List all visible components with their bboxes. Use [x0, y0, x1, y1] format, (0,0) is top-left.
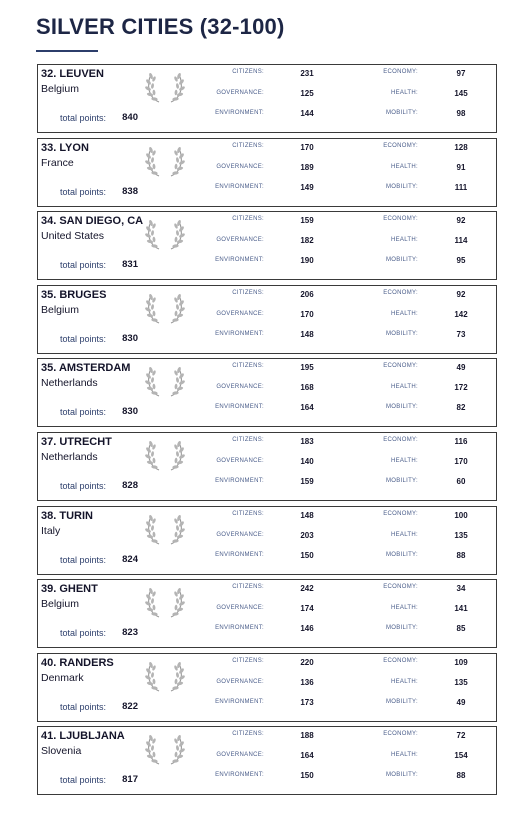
citizens-label: CITIZENS:	[232, 363, 264, 369]
city-name: 38. TURIN	[41, 510, 93, 522]
city-card	[37, 726, 497, 795]
total-points-value: 817	[122, 774, 138, 785]
environment-value: 149	[300, 183, 314, 192]
citizens-label: CITIZENS:	[232, 216, 264, 222]
total-points-value: 840	[122, 112, 138, 123]
environment-label: ENVIRONMENT:	[215, 478, 264, 484]
total-points-value: 830	[122, 333, 138, 344]
health-value: 172	[454, 383, 468, 392]
city-card	[37, 653, 497, 722]
total-points-value: 830	[122, 406, 138, 417]
citizens-value: 188	[300, 731, 314, 740]
economy-value: 109	[454, 658, 468, 667]
economy-value: 116	[454, 437, 468, 446]
city-card	[37, 358, 497, 427]
mobility-label: MOBILITY:	[385, 110, 418, 116]
mobility-label: MOBILITY:	[385, 184, 418, 190]
citizens-value: 148	[300, 511, 314, 520]
economy-label: ECONOMY:	[383, 290, 418, 296]
total-points-label: total points:	[60, 407, 107, 417]
governance-label: GOVERNANCE:	[216, 384, 264, 390]
total-points-value: 824	[122, 554, 138, 565]
total-points-value: 828	[122, 480, 138, 491]
city-country: Belgium	[41, 83, 79, 95]
environment-value: 146	[300, 624, 314, 633]
citizens-value: 206	[300, 290, 314, 299]
governance-value: 136	[300, 678, 314, 687]
environment-value: 190	[300, 256, 314, 265]
citizens-value: 183	[300, 437, 314, 446]
environment-label: ENVIRONMENT:	[215, 552, 264, 558]
environment-label: ENVIRONMENT:	[215, 772, 264, 778]
city-country: Belgium	[41, 598, 79, 610]
governance-value: 189	[300, 163, 314, 172]
health-label: HEALTH:	[391, 90, 418, 96]
environment-value: 159	[300, 477, 314, 486]
citizens-value: 159	[300, 216, 314, 225]
citizens-label: CITIZENS:	[232, 658, 264, 664]
economy-label: ECONOMY:	[383, 584, 418, 590]
total-points-label: total points:	[60, 555, 107, 565]
mobility-label: MOBILITY:	[385, 404, 418, 410]
citizens-label: CITIZENS:	[232, 143, 264, 149]
health-label: HEALTH:	[391, 605, 418, 611]
economy-value: 128	[454, 143, 468, 152]
health-label: HEALTH:	[391, 752, 418, 758]
environment-label: ENVIRONMENT:	[215, 404, 264, 410]
city-country: United States	[41, 230, 105, 242]
health-label: HEALTH:	[391, 679, 418, 685]
citizens-label: CITIZENS:	[232, 584, 264, 590]
health-value: 91	[456, 163, 466, 172]
mobility-label: MOBILITY:	[385, 625, 418, 631]
total-points-value: 823	[122, 627, 138, 638]
health-value: 154	[454, 751, 468, 760]
citizens-value: 220	[300, 658, 314, 667]
environment-label: ENVIRONMENT:	[215, 257, 264, 263]
economy-value: 92	[456, 290, 466, 299]
page-title: SILVER CITIES (32-100)	[36, 14, 285, 39]
economy-label: ECONOMY:	[383, 511, 418, 517]
mobility-label: MOBILITY:	[385, 699, 418, 705]
governance-value: 182	[300, 236, 314, 245]
city-name: 40. RANDERS	[41, 657, 114, 669]
citizens-label: CITIZENS:	[232, 731, 264, 737]
mobility-value: 98	[456, 109, 466, 118]
environment-label: ENVIRONMENT:	[215, 184, 264, 190]
city-country: France	[41, 157, 74, 169]
health-label: HEALTH:	[391, 384, 418, 390]
city-card	[37, 138, 497, 207]
mobility-value: 49	[456, 698, 466, 707]
total-points-label: total points:	[60, 702, 107, 712]
mobility-value: 60	[456, 477, 466, 486]
health-label: HEALTH:	[391, 237, 418, 243]
governance-value: 174	[300, 604, 314, 613]
economy-label: ECONOMY:	[383, 143, 418, 149]
city-name: 35. AMSTERDAM	[41, 362, 131, 374]
governance-label: GOVERNANCE:	[216, 532, 264, 538]
title-underline	[36, 50, 98, 52]
health-value: 141	[454, 604, 468, 613]
city-card	[37, 579, 497, 648]
governance-label: GOVERNANCE:	[216, 605, 264, 611]
health-value: 142	[454, 310, 468, 319]
citizens-label: CITIZENS:	[232, 290, 264, 296]
mobility-label: MOBILITY:	[385, 772, 418, 778]
mobility-value: 85	[456, 624, 466, 633]
mobility-label: MOBILITY:	[385, 478, 418, 484]
mobility-value: 88	[456, 551, 466, 560]
total-points-value: 822	[122, 701, 138, 712]
health-value: 170	[454, 457, 468, 466]
environment-value: 148	[300, 330, 314, 339]
city-card	[37, 506, 497, 575]
governance-label: GOVERNANCE:	[216, 164, 264, 170]
city-name: 34. SAN DIEGO, CA	[41, 215, 144, 227]
economy-value: 97	[456, 69, 466, 78]
mobility-value: 73	[456, 330, 466, 339]
citizens-value: 170	[300, 143, 314, 152]
governance-label: GOVERNANCE:	[216, 752, 264, 758]
city-name: 32. LEUVEN	[41, 68, 104, 80]
citizens-value: 242	[300, 584, 314, 593]
total-points-label: total points:	[60, 187, 107, 197]
city-country: Belgium	[41, 304, 79, 316]
citizens-value: 195	[300, 363, 314, 372]
economy-value: 34	[456, 584, 466, 593]
mobility-label: MOBILITY:	[385, 257, 418, 263]
economy-value: 49	[456, 363, 466, 372]
governance-value: 170	[300, 310, 314, 319]
health-value: 145	[454, 89, 468, 98]
health-label: HEALTH:	[391, 532, 418, 538]
citizens-value: 231	[300, 69, 314, 78]
health-value: 114	[454, 236, 468, 245]
economy-label: ECONOMY:	[383, 363, 418, 369]
economy-label: ECONOMY:	[383, 658, 418, 664]
health-value: 135	[454, 531, 468, 540]
city-country: Denmark	[41, 672, 84, 684]
economy-value: 92	[456, 216, 466, 225]
total-points-value: 838	[122, 186, 138, 197]
citizens-label: CITIZENS:	[232, 69, 264, 75]
governance-value: 164	[300, 751, 314, 760]
city-card	[37, 211, 497, 280]
economy-label: ECONOMY:	[383, 437, 418, 443]
mobility-value: 82	[456, 403, 466, 412]
city-name: 33. LYON	[41, 142, 89, 154]
environment-value: 164	[300, 403, 314, 412]
environment-label: ENVIRONMENT:	[215, 110, 264, 116]
governance-label: GOVERNANCE:	[216, 679, 264, 685]
governance-label: GOVERNANCE:	[216, 90, 264, 96]
mobility-label: MOBILITY:	[385, 552, 418, 558]
environment-value: 150	[300, 771, 314, 780]
city-country: Netherlands	[41, 451, 98, 463]
environment-label: ENVIRONMENT:	[215, 331, 264, 337]
total-points-label: total points:	[60, 260, 107, 270]
total-points-label: total points:	[60, 113, 107, 123]
total-points-label: total points:	[60, 334, 107, 344]
economy-label: ECONOMY:	[383, 69, 418, 75]
health-value: 135	[454, 678, 468, 687]
governance-value: 125	[300, 89, 314, 98]
city-name: 39. GHENT	[41, 583, 98, 595]
total-points-label: total points:	[60, 628, 107, 638]
governance-value: 140	[300, 457, 314, 466]
governance-label: GOVERNANCE:	[216, 237, 264, 243]
economy-value: 72	[456, 731, 466, 740]
city-card	[37, 285, 497, 354]
city-country: Netherlands	[41, 377, 98, 389]
city-name: 37. UTRECHT	[41, 436, 112, 448]
city-card	[37, 432, 497, 501]
governance-value: 203	[300, 531, 314, 540]
governance-label: GOVERNANCE:	[216, 458, 264, 464]
health-label: HEALTH:	[391, 458, 418, 464]
total-points-label: total points:	[60, 481, 107, 491]
governance-value: 168	[300, 383, 314, 392]
mobility-value: 111	[454, 183, 468, 192]
economy-label: ECONOMY:	[383, 216, 418, 222]
governance-label: GOVERNANCE:	[216, 311, 264, 317]
mobility-value: 95	[456, 256, 466, 265]
environment-value: 144	[300, 109, 314, 118]
environment-value: 173	[300, 698, 314, 707]
city-name: 41. LJUBLJANA	[41, 730, 125, 742]
city-country: Slovenia	[41, 745, 82, 757]
environment-label: ENVIRONMENT:	[215, 625, 264, 631]
health-label: HEALTH:	[391, 164, 418, 170]
city-country: Italy	[41, 525, 61, 537]
environment-value: 150	[300, 551, 314, 560]
mobility-label: MOBILITY:	[385, 331, 418, 337]
city-card	[37, 64, 497, 133]
environment-label: ENVIRONMENT:	[215, 699, 264, 705]
mobility-value: 88	[456, 771, 466, 780]
total-points-label: total points:	[60, 775, 107, 785]
economy-value: 100	[454, 511, 468, 520]
citizens-label: CITIZENS:	[232, 437, 264, 443]
total-points-value: 831	[122, 259, 138, 270]
health-label: HEALTH:	[391, 311, 418, 317]
economy-label: ECONOMY:	[383, 731, 418, 737]
citizens-label: CITIZENS:	[232, 511, 264, 517]
city-name: 35. BRUGES	[41, 289, 107, 301]
